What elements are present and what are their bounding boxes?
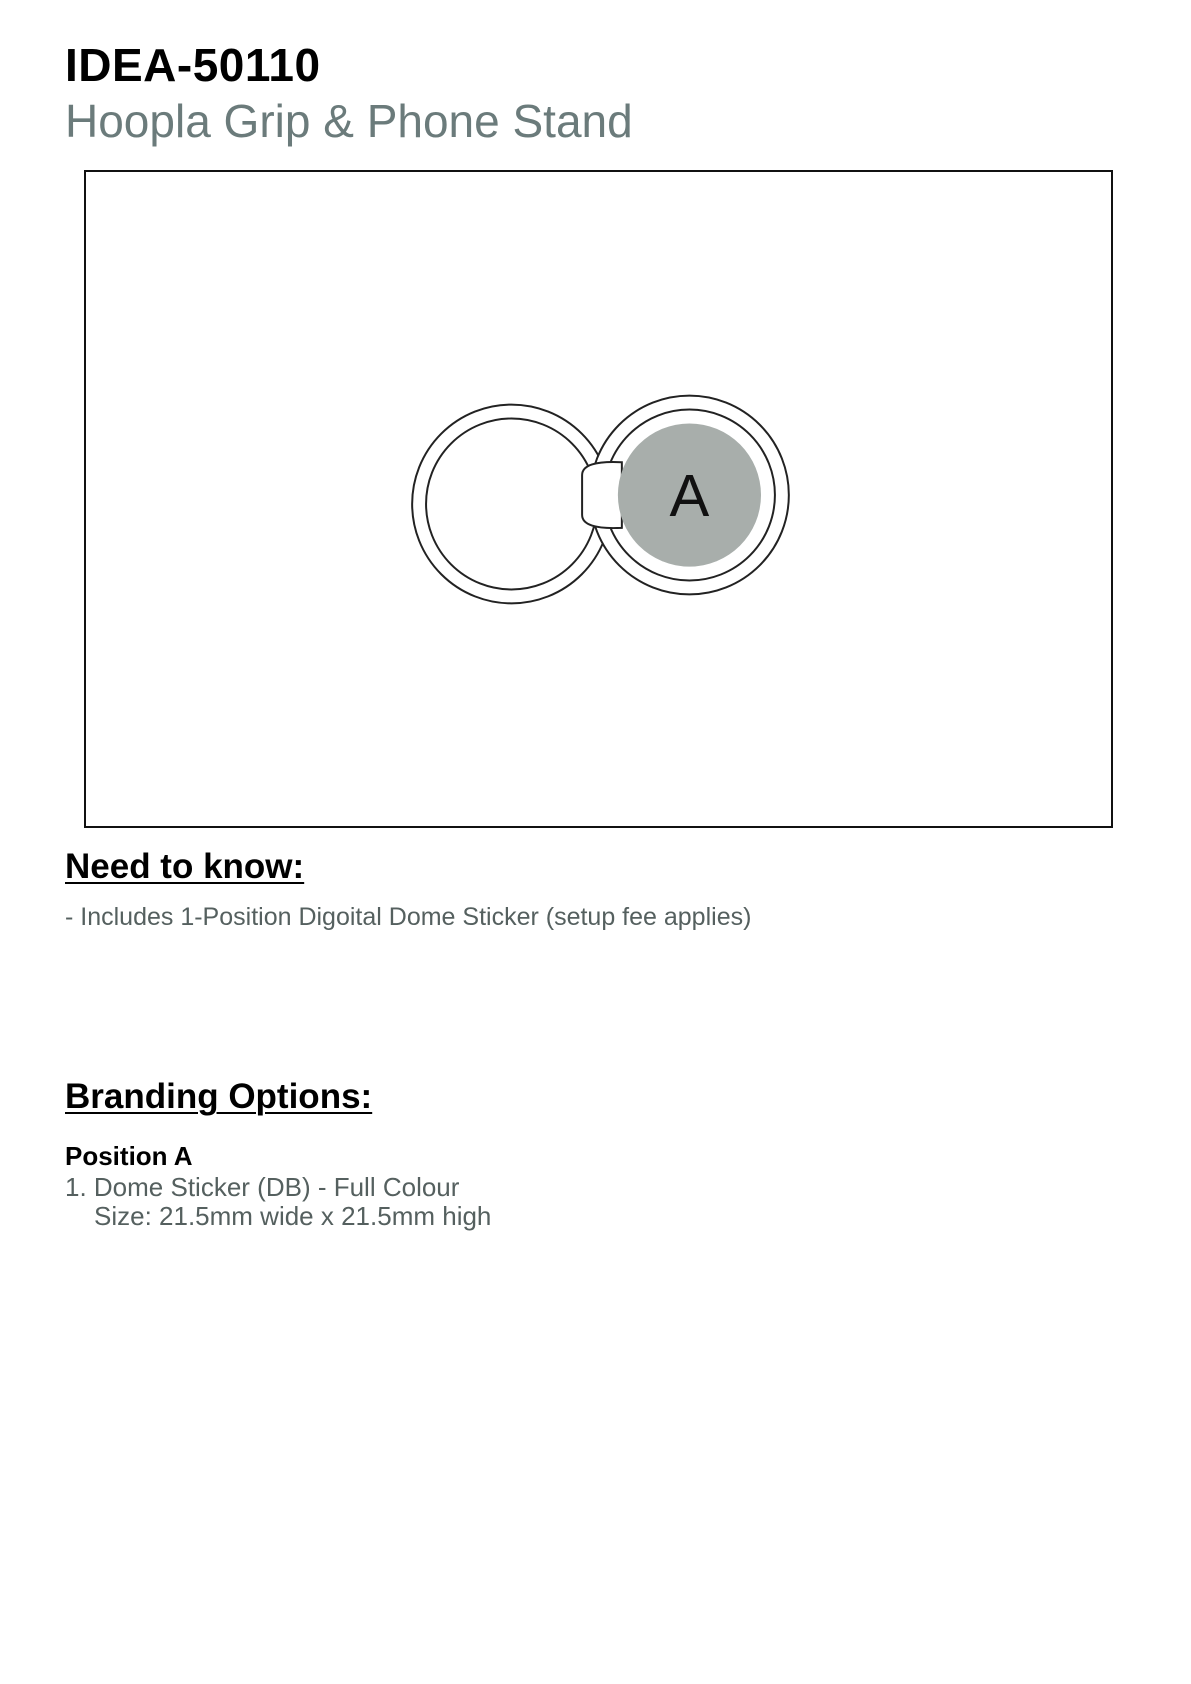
branding-options-heading: Branding Options: bbox=[65, 1077, 373, 1116]
product-code: IDEA-50110 bbox=[65, 39, 321, 91]
branding-method-line: 1. Dome Sticker (DB) - Full Colour bbox=[65, 1172, 460, 1202]
position-marker: A bbox=[669, 461, 710, 529]
left-ring-inner bbox=[426, 418, 597, 589]
position-a-title: Position A bbox=[65, 1141, 193, 1171]
need-to-know-item: - Includes 1-Position Digoital Dome Sticker (setup fee applies) bbox=[65, 903, 752, 931]
product-artwork-frame bbox=[84, 170, 1113, 828]
need-to-know-heading: Need to know: bbox=[65, 847, 305, 886]
hinge-tab bbox=[582, 462, 622, 528]
phone-grip-illustration bbox=[86, 172, 1111, 826]
product-name: Hoopla Grip & Phone Stand bbox=[65, 95, 633, 147]
branding-size-line: Size: 21.5mm wide x 21.5mm high bbox=[94, 1201, 492, 1231]
